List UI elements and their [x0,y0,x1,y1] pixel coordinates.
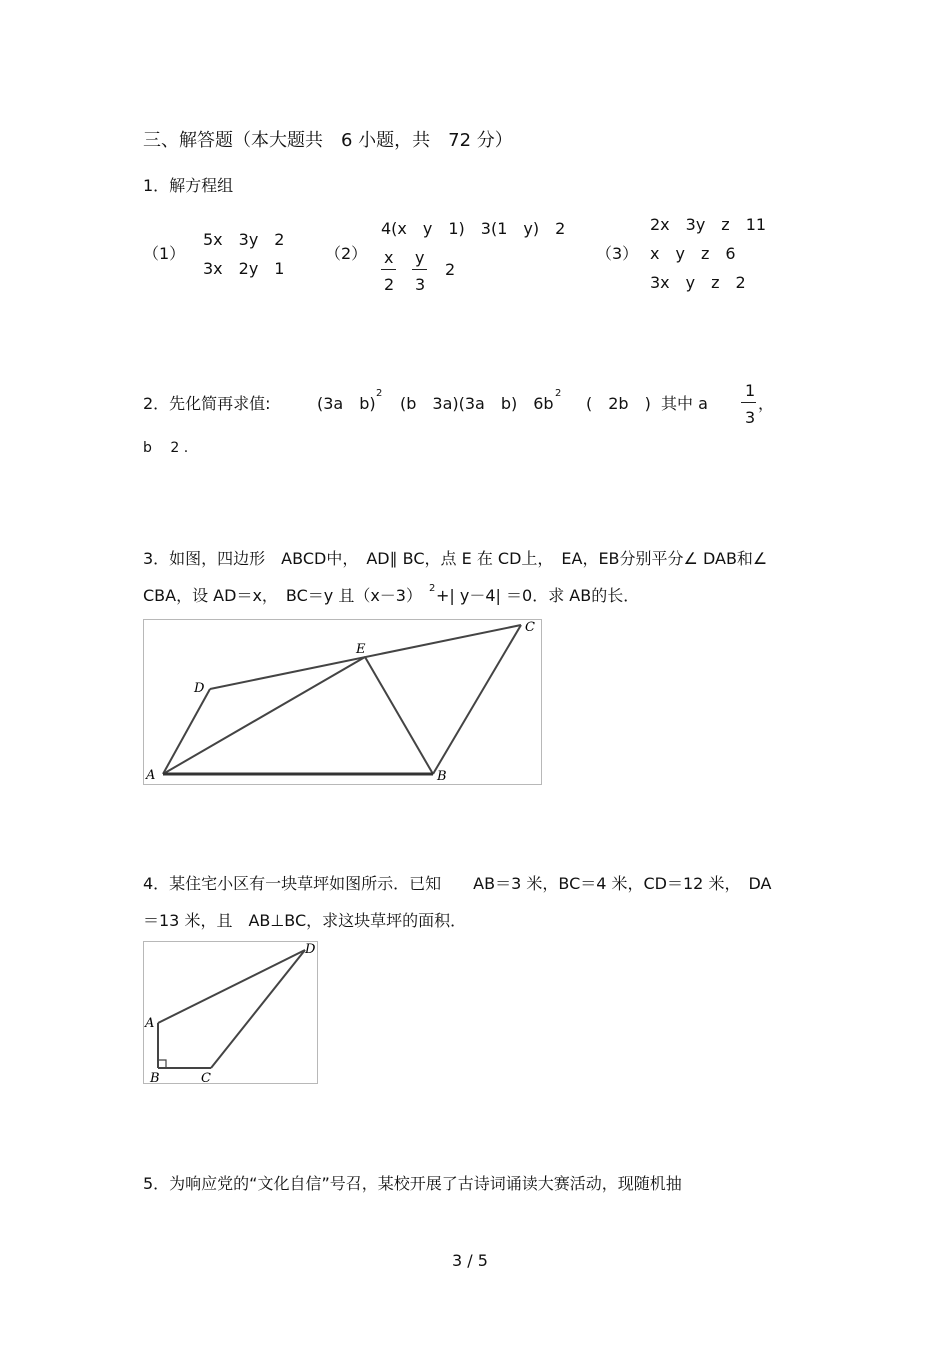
q4-right-angle-mark [158,1060,166,1068]
q3-text-line1: 3．如图，四边形 ABCD中， AD∥ BC，点 E 在 CD上， EA，EB分别平分∠ DAB和∠ [143,549,768,568]
q2-where: 其中 a [661,394,708,413]
q3-figure-svg [144,620,541,784]
q2-frac-num: 1 [745,381,756,400]
q4-figure-svg [144,942,317,1083]
q1-part2-num1: x [384,248,394,267]
q3-segment-bc [433,625,521,774]
q1-part2-label: （2） [325,244,368,263]
q2-exponent-2: 2 [555,388,562,399]
q1-part2-frac2-bar [412,269,427,270]
q4-segment-cd [211,950,305,1068]
q1-stem: 1．解方程组 [143,176,234,195]
q3-figure [143,619,542,785]
q2-exponent-1: 2 [376,388,383,399]
q2-expr-c: ( 2b ) [586,394,651,413]
q3-label-b: B [437,769,447,784]
q1-part1-eq1: 5x 3y 2 [203,230,285,249]
q5-text-line1: 5．为响应党的“文化自信”号召，某校开展了古诗词诵读大赛活动，现随机抽 [143,1174,682,1193]
q3-text-line2b: +| y－4| ＝0．求 AB的长． [436,586,640,605]
q2-expr-a: (3a b) [317,394,376,413]
q1-part2-den1: 2 [384,275,395,294]
q1-part3-eq3: 3x y z 2 [650,273,746,292]
q2-frac-bar [741,402,756,403]
q3-text-line2a: CBA，设 AD＝x， BC＝y 且（x－3） [143,586,422,605]
q2-b-value: b 2 . [143,440,189,456]
q1-part1-label: （1） [143,244,186,263]
q3-segment-ae [163,657,365,774]
q1-part1-eq2: 3x 2y 1 [203,259,285,278]
q3-segment-eb [365,657,433,774]
q3-label-c: C [525,620,535,635]
q4-figure [143,941,318,1084]
q3-label-e: E [356,642,366,657]
q4-label-a: A [145,1016,155,1031]
q3-label-d: D [194,681,205,696]
q1-part3-eq1: 2x 3y z 11 [650,215,767,234]
q4-text-line2: ＝13 米，且 AB⊥BC，求这块草坪的面积． [143,911,467,930]
q1-part2-rhs: 2 [445,260,456,279]
q2-expr-b: (b 3a)(3a b) 6b [400,394,554,413]
q4-label-c: C [201,1071,211,1083]
q2-stem: 2．先化简再求值: [143,394,271,413]
q2-comma: ， [758,394,775,413]
q4-segment-ad [158,950,305,1023]
q3-superscript: 2 [429,583,436,594]
q1-part2-eq1: 4(x y 1) 3(1 y) 2 [381,219,566,238]
q1-part3-eq2: x y z 6 [650,244,736,263]
q1-part3-label: （3） [596,244,639,263]
section-title: 三、解答题（本大题共 6 小题，共 72 分） [143,130,513,151]
q1-part2-num2: y [415,248,425,267]
q3-label-a: A [146,768,156,783]
q1-part2-den2: 3 [415,275,426,294]
q4-label-d: D [305,942,316,957]
page-number: 3 / 5 [452,1251,488,1270]
q4-label-b: B [150,1071,160,1083]
q2-frac-den: 3 [745,408,756,427]
q1-part2-frac1-bar [381,269,396,270]
q4-text-line1: 4．某住宅小区有一块草坪如图所示．已知 AB＝3 米，BC＝4 米，CD＝12 米， DA [143,874,772,893]
